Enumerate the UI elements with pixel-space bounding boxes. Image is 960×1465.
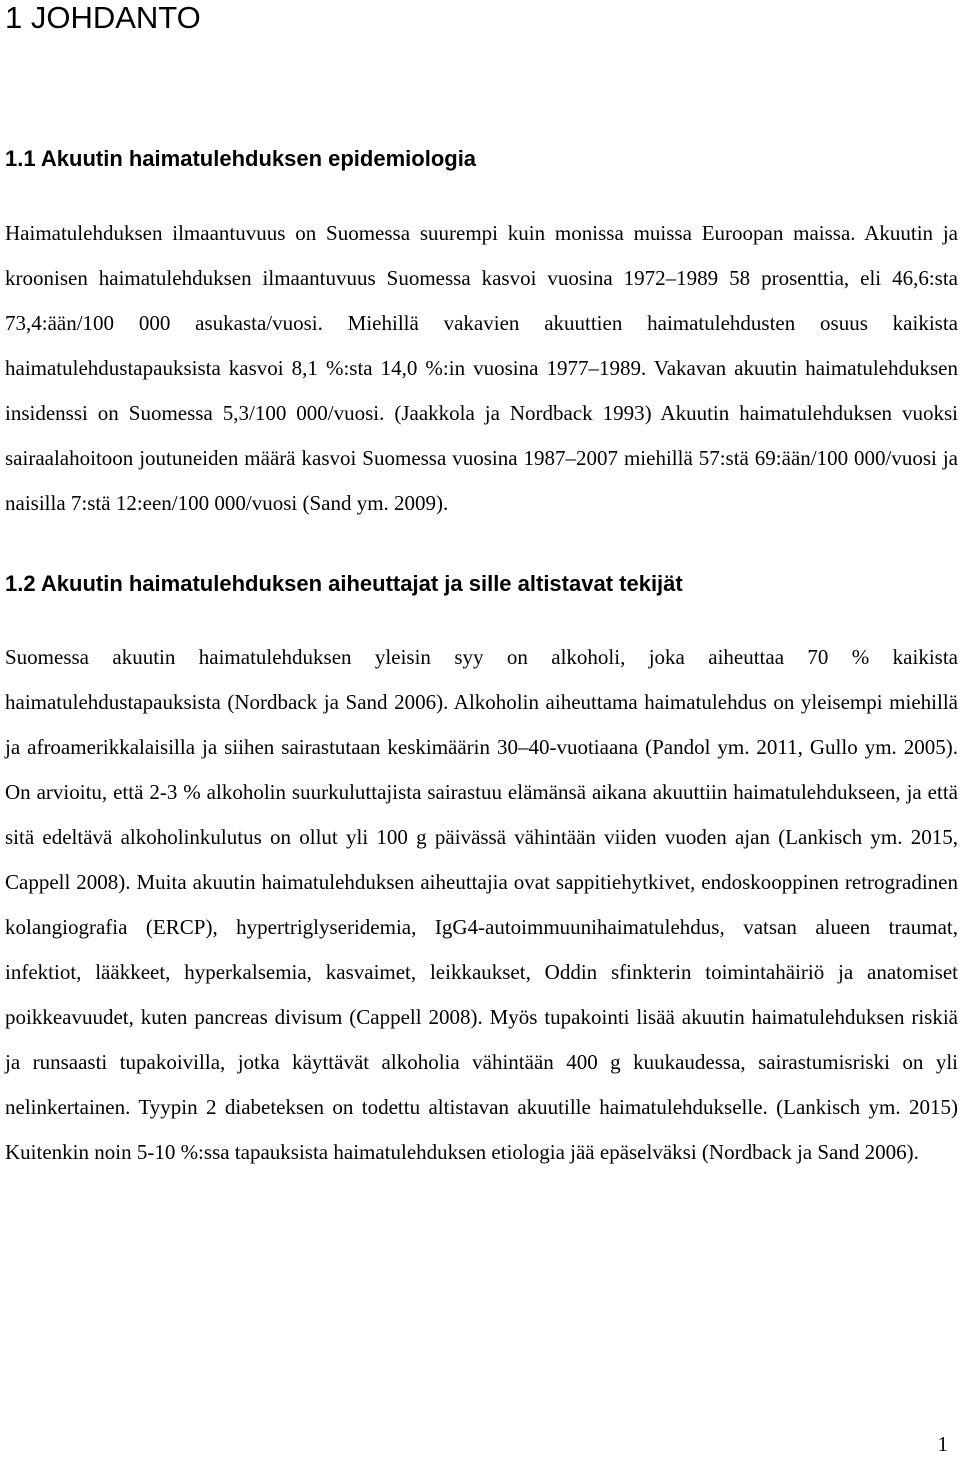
section-heading-causes: 1.2 Akuutin haimatulehduksen aiheuttajat ja sille altistavat tekijät bbox=[5, 571, 683, 596]
chapter-heading: 1 JOHDANTO bbox=[5, 0, 201, 35]
paragraph-epidemiology: Haimatulehduksen ilmaantuvuus on Suomessa suurempi kuin monissa muissa Euroopan maissa. Akuutin ja kroonisen haimatulehduksen ilmaantuvuus Suomessa kasvoi vuosina 1972–1989 58 prosenttia, eli 46,6:sta 73,4:ään/100 000 asukasta/vuosi. Miehillä vakavien akuuttien haimatulehdusten osuus kaikista haimatulehdustapauksista kasvoi 8,1 %:sta 14,0 %:in vuosina 1977–1989. Vakavan akuutin haimatulehduksen insidenssi on Suomessa 5,3/100 000/vuosi. (Jaakkola ja Nordback 1993) Akuutin haimatulehduksen vuoksi sairaalahoitoon joutuneiden määrä kasvoi Suomessa vuosina 1987–2007 miehillä 57:stä 69:ään/100 000/vuosi ja naisilla 7:stä 12:een/100 000/vuosi (Sand ym. 2009). bbox=[5, 221, 958, 515]
document-page bbox=[5, 0, 958, 1175]
paragraph-causes: Suomessa akuutin haimatulehduksen yleisin syy on alkoholi, joka aiheuttaa 70 % kaikista haimatulehdustapauksista (Nordback ja Sand 2006). Alkoholin aiheuttama haimatulehdus on yleisempi miehillä ja afroamerikkalaisilla ja siihen sairastutaan keskimäärin 30–40-vuotiaana (Pandol ym. 2011, Gullo ym. 2005). On arvioitu, että 2-3 % alkoholin suurkuluttajista sairastuu elämänsä aikana akuuttiin haimatulehdukseen, ja että sitä edeltävä alkoholinkulutus on ollut yli 100 g päivässä vähintään viiden vuoden ajan (Lankisch ym. 2015, Cappell 2008). Muita akuutin haimatulehduksen aiheuttajia ovat sappitiehytkivet, endoskooppinen retrogradinen kolangiografia (ERCP), hypertriglyseridemia, IgG4-autoimmuunihaimatulehdus, vatsan alueen traumat, infektiot, lääkkeet, hyperkalsemia, kasvaimet, leikkaukset, Oddin sfinkterin toimintahäiriö ja anatomiset poikkeavuudet, kuten pancreas divisum (Cappell 2008). Myös tupakointi lisää akuutin haimatulehduksen riskiä ja runsaasti tupakoivilla, jotka käyttävät alkoholia vähintään 400 g kuukaudessa, sairastumisriski on yli nelinkertainen. Tyypin 2 diabeteksen on todettu altistavan akuutille haimatulehdukselle. (Lankisch ym. 2015) Kuitenkin noin 5-10 %:ssa tapauksista haimatulehduksen etiologia jää epäselväksi (Nordback ja Sand 2006). bbox=[5, 645, 958, 1164]
section-heading-epidemiology: 1.1 Akuutin haimatulehduksen epidemiologia bbox=[5, 146, 477, 171]
page-number: 1 bbox=[937, 1432, 948, 1456]
